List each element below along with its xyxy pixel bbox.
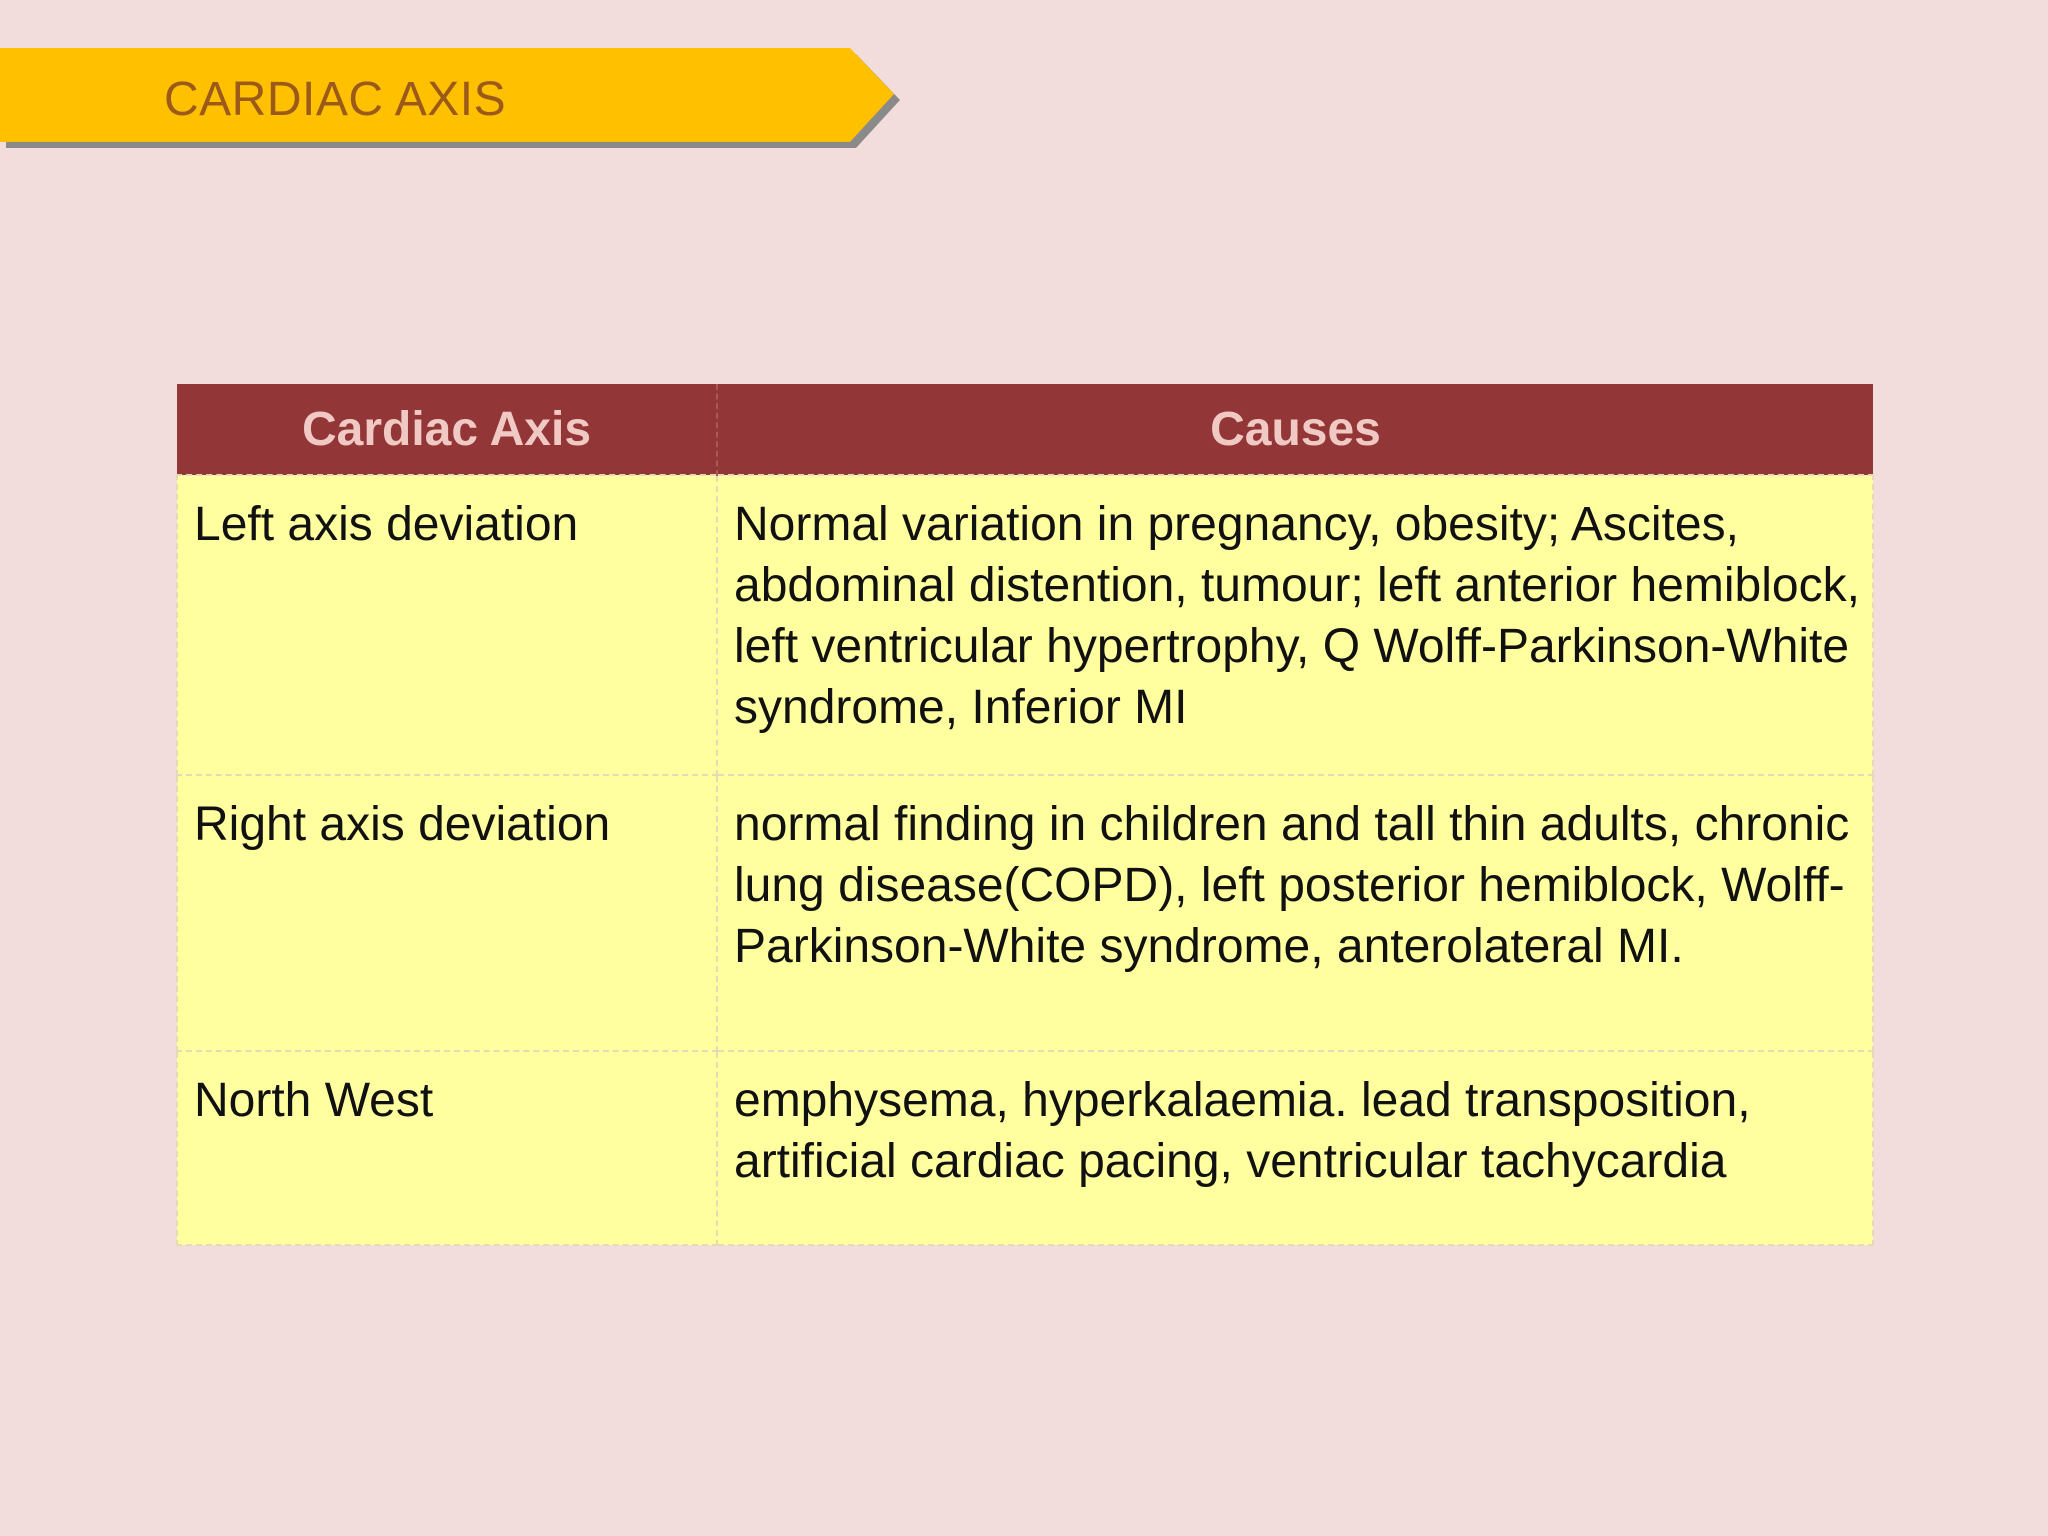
axis-cell: North West [177, 1051, 717, 1245]
axis-cell: Left axis deviation [177, 475, 717, 775]
table-row [177, 1051, 1873, 1245]
causes-cell: emphysema, hyperkalaemia. lead transposition, artificial cardiac pacing, ventricular tachycardia [717, 1051, 1873, 1245]
column-header-cardiac-axis: Cardiac Axis [177, 384, 717, 475]
title-banner [0, 48, 900, 148]
axis-cell: Right axis deviation [177, 775, 717, 1051]
table-row [177, 775, 1873, 1051]
table-row [177, 475, 1873, 775]
causes-cell: normal finding in children and tall thin adults, chronic lung disease(COPD), left posterior hemiblock, Wolff-Parkinson-White syndrome, anterolateral MI. [717, 775, 1873, 1051]
causes-cell: Normal variation in pregnancy, obesity; Ascites, abdominal distention, tumour; left anterior hemiblock, left ventricular hypertrophy, Q Wolff-Parkinson-White syndrome, Inferior MI [717, 475, 1873, 775]
page-title: CARDIAC AXIS [164, 73, 507, 126]
cardiac-axis-table [176, 384, 1874, 1246]
column-header-causes: Causes [717, 384, 1873, 475]
table-header-row [177, 384, 1873, 475]
